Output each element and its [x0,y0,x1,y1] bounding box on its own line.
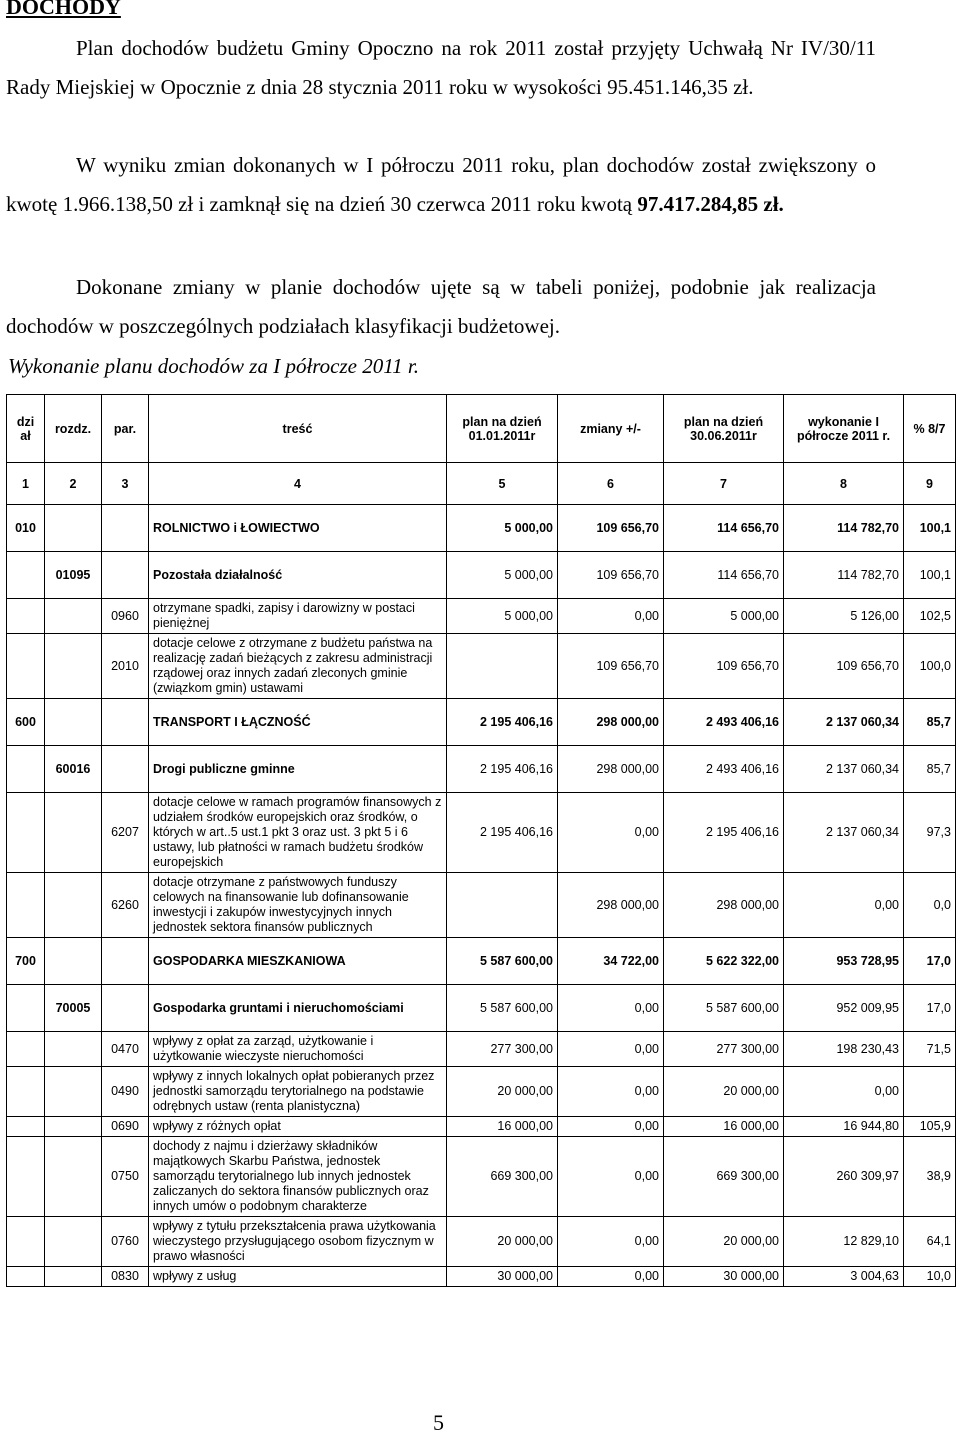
table-body [7,505,956,1287]
cell-rozdz [45,1117,102,1137]
cell-dzial [7,599,45,634]
column-plan2-header: plan na dzień 30.06.2011r [664,395,784,463]
cell-tresc: wpływy z innych lokalnych opłat pobieranych przez jednostki samorządu terytorialnego na podstawie odrębnych ustaw (renta planistyczna) [149,1067,447,1117]
cell-plan2: 20 000,00 [664,1067,784,1117]
cell-proc: 64,1 [904,1217,956,1267]
cell-dzial: 010 [7,505,45,552]
column-plan-header: plan na dzień 01.01.2011r [447,395,558,463]
cell-plan: 16 000,00 [447,1117,558,1137]
cell-plan: 669 300,00 [447,1137,558,1217]
column-number: 7 [664,463,784,505]
paragraph-plan-adoption: Plan dochodów budżetu Gminy Opoczno na rok 2011 został przyjęty Uchwałą Nr IV/30/11 Rady Miejskiej w Opocznie z dnia 28 stycznia 2011 roku w wysokości 95.451.146,35 zł. [6,36,876,99]
column-number: 3 [102,463,149,505]
cell-proc: 105,9 [904,1117,956,1137]
section-title: Wykonanie planu dochodów za I półrocze 2011 r. [8,354,420,378]
table-column-number-row [7,463,956,505]
cell-plan2: 114 656,70 [664,505,784,552]
cell-proc: 102,5 [904,599,956,634]
cell-zmiany: 0,00 [558,985,664,1032]
cell-wyk: 16 944,80 [784,1117,904,1137]
cell-rozdz [45,873,102,938]
cell-plan2: 109 656,70 [664,634,784,699]
paragraph-plan-changes [6,146,876,224]
cell-rozdz [45,1067,102,1117]
cell-plan [447,634,558,699]
cell-plan: 5 587 600,00 [447,938,558,985]
cell-zmiany: 0,00 [558,1217,664,1267]
section-heading: DOCHODY [6,0,121,19]
cell-tresc: ROLNICTWO i ŁOWIECTWO [149,505,447,552]
cell-wyk: 0,00 [784,873,904,938]
column-number: 5 [447,463,558,505]
cell-par [102,938,149,985]
column-number: 2 [45,463,102,505]
cell-plan: 2 195 406,16 [447,746,558,793]
cell-zmiany: 298 000,00 [558,746,664,793]
cell-rozdz [45,1032,102,1067]
cell-plan2: 669 300,00 [664,1137,784,1217]
cell-rozdz [45,634,102,699]
page-number: 5 [433,1410,444,1435]
cell-zmiany: 0,00 [558,599,664,634]
paragraph-table-intro: Dokonane zmiany w planie dochodów ujęte są w tabeli poniżej, podobnie jak realizacja dochodów w poszczególnych podziałach klasyfikacji budżetowej. [6,275,876,338]
table-row-par [7,599,956,634]
cell-rozdz [45,938,102,985]
cell-plan: 5 000,00 [447,505,558,552]
cell-par [102,552,149,599]
cell-wyk: 952 009,95 [784,985,904,1032]
cell-rozdz [45,793,102,873]
cell-par: 0470 [102,1032,149,1067]
cell-wyk: 5 126,00 [784,599,904,634]
cell-plan2: 298 000,00 [664,873,784,938]
cell-zmiany: 298 000,00 [558,699,664,746]
table-row-dzial [7,938,956,985]
table-row-rozd [7,746,956,793]
column-zmiany-header: zmiany +/- [558,395,664,463]
cell-wyk: 198 230,43 [784,1032,904,1067]
table-row-dzial [7,699,956,746]
cell-plan: 2 195 406,16 [447,793,558,873]
cell-proc: 100,1 [904,552,956,599]
cell-plan: 20 000,00 [447,1067,558,1117]
cell-zmiany: 0,00 [558,1137,664,1217]
cell-dzial [7,634,45,699]
cell-wyk: 114 782,70 [784,505,904,552]
cell-plan2: 5 000,00 [664,599,784,634]
cell-zmiany: 0,00 [558,793,664,873]
cell-proc [904,1067,956,1117]
cell-tresc: wpływy z usług [149,1267,447,1287]
cell-par: 6207 [102,793,149,873]
cell-wyk: 3 004,63 [784,1267,904,1287]
cell-proc: 100,1 [904,505,956,552]
cell-wyk: 12 829,10 [784,1217,904,1267]
cell-tresc: Pozostała działalność [149,552,447,599]
cell-dzial [7,552,45,599]
cell-plan: 277 300,00 [447,1032,558,1067]
table-row-par [7,1032,956,1067]
cell-wyk: 114 782,70 [784,552,904,599]
cell-plan [447,873,558,938]
cell-plan: 20 000,00 [447,1217,558,1267]
column-proc-header: % 8/7 [904,395,956,463]
cell-zmiany: 0,00 [558,1032,664,1067]
cell-proc: 10,0 [904,1267,956,1287]
cell-proc: 71,5 [904,1032,956,1067]
column-dzial-header: dzi ał [7,395,45,463]
cell-par [102,746,149,793]
cell-tresc: dotacje celowe w ramach programów finansowych z udziałem środków europejskich oraz środków, o których w art..5 ust.1 pkt 3 oraz ust. 3 pkt 5 i 6 ustawy, lub płatności w ramach budżetu środków europejskich [149,793,447,873]
table-row-par [7,1267,956,1287]
cell-plan2: 114 656,70 [664,552,784,599]
cell-tresc: dotacje otrzymane z państwowych funduszy celowych na finansowanie lub dofinansowanie inwestycji i zakupów inwestycyjnych innych jednostek sektora finansów publicznych [149,873,447,938]
cell-wyk: 953 728,95 [784,938,904,985]
cell-zmiany: 109 656,70 [558,505,664,552]
cell-tresc: TRANSPORT I ŁĄCZNOŚĆ [149,699,447,746]
income-table [6,394,956,1287]
cell-rozdz [45,505,102,552]
cell-zmiany: 0,00 [558,1067,664,1117]
cell-tresc: wpływy z tytułu przekształcenia prawa użytkowania wieczystego przysługującego osobom fizycznym w prawo własności [149,1217,447,1267]
cell-dzial: 700 [7,938,45,985]
cell-dzial [7,793,45,873]
cell-wyk: 2 137 060,34 [784,793,904,873]
cell-dzial [7,873,45,938]
cell-par: 0750 [102,1137,149,1217]
table-row-rozd [7,985,956,1032]
paragraph-plan-total: 97.417.284,85 zł. [637,192,784,216]
cell-tresc: GOSPODARKA MIESZKANIOWA [149,938,447,985]
cell-rozdz: 01095 [45,552,102,599]
column-number: 1 [7,463,45,505]
cell-plan: 5 587 600,00 [447,985,558,1032]
cell-tresc: wpływy z różnych opłat [149,1117,447,1137]
cell-proc: 85,7 [904,699,956,746]
cell-proc: 17,0 [904,938,956,985]
cell-tresc: otrzymane spadki, zapisy i darowizny w postaci pieniężnej [149,599,447,634]
cell-wyk: 0,00 [784,1067,904,1117]
cell-dzial [7,1267,45,1287]
cell-tresc: wpływy z opłat za zarząd, użytkowanie i użytkowanie wieczyste nieruchomości [149,1032,447,1067]
table-row-dzial [7,505,956,552]
cell-plan2: 5 622 322,00 [664,938,784,985]
cell-proc: 100,0 [904,634,956,699]
cell-par [102,699,149,746]
cell-tresc: Gospodarka gruntami i nieruchomościami [149,985,447,1032]
cell-dzial [7,985,45,1032]
cell-par: 6260 [102,873,149,938]
cell-rozdz [45,1137,102,1217]
cell-par: 0830 [102,1267,149,1287]
cell-plan: 2 195 406,16 [447,699,558,746]
cell-par: 2010 [102,634,149,699]
cell-proc: 0,0 [904,873,956,938]
cell-dzial [7,1117,45,1137]
cell-par: 0960 [102,599,149,634]
cell-proc: 85,7 [904,746,956,793]
cell-dzial [7,1217,45,1267]
cell-plan2: 277 300,00 [664,1032,784,1067]
cell-zmiany: 0,00 [558,1117,664,1137]
cell-par: 0690 [102,1117,149,1137]
cell-plan: 30 000,00 [447,1267,558,1287]
cell-tresc: dotacje celowe z otrzymane z budżetu państwa na realizację zadań bieżących z zakresu administracji rządowej oraz innych zadań zleconych gminie (związkom gmin) ustawami [149,634,447,699]
cell-par [102,505,149,552]
table-row-par [7,793,956,873]
cell-wyk: 260 309,97 [784,1137,904,1217]
cell-wyk: 2 137 060,34 [784,699,904,746]
cell-plan2: 30 000,00 [664,1267,784,1287]
column-number: 4 [149,463,447,505]
column-number: 8 [784,463,904,505]
cell-wyk: 109 656,70 [784,634,904,699]
table-row-par [7,1217,956,1267]
cell-plan2: 16 000,00 [664,1117,784,1137]
cell-par: 0490 [102,1067,149,1117]
cell-rozdz [45,599,102,634]
cell-zmiany: 0,00 [558,1267,664,1287]
cell-proc: 97,3 [904,793,956,873]
table-row-par [7,1137,956,1217]
cell-tresc: Drogi publiczne gminne [149,746,447,793]
table-row-par [7,873,956,938]
cell-plan2: 2 195 406,16 [664,793,784,873]
cell-plan2: 2 493 406,16 [664,746,784,793]
cell-zmiany: 109 656,70 [558,552,664,599]
cell-proc: 17,0 [904,985,956,1032]
column-number: 6 [558,463,664,505]
column-rozdz-header: rozdz. [45,395,102,463]
cell-proc: 38,9 [904,1137,956,1217]
column-number: 9 [904,463,956,505]
cell-dzial: 600 [7,699,45,746]
column-wyk-header: wykonanie I półrocze 2011 r. [784,395,904,463]
paragraph-plan-changes-text: W wyniku zmian dokonanych w I półroczu 2011 roku, plan dochodów został zwiększony o kwotę 1.966.138,50 zł i zamknął się na dzień 30 czerwca 2011 roku kwotą [6,153,876,216]
cell-dzial [7,1067,45,1117]
table-row-par [7,634,956,699]
cell-plan2: 20 000,00 [664,1217,784,1267]
cell-dzial [7,746,45,793]
cell-zmiany: 34 722,00 [558,938,664,985]
cell-wyk: 2 137 060,34 [784,746,904,793]
cell-par [102,985,149,1032]
cell-rozdz [45,1267,102,1287]
column-par-header: par. [102,395,149,463]
cell-rozdz [45,1217,102,1267]
cell-zmiany: 109 656,70 [558,634,664,699]
cell-rozdz: 60016 [45,746,102,793]
table-row-par [7,1117,956,1137]
cell-plan2: 2 493 406,16 [664,699,784,746]
table-header-row [7,395,956,463]
table-row-rozd [7,552,956,599]
cell-plan: 5 000,00 [447,552,558,599]
column-tresc-header: treść [149,395,447,463]
cell-dzial [7,1032,45,1067]
cell-dzial [7,1137,45,1217]
cell-tresc: dochody z najmu i dzierżawy składników majątkowych Skarbu Państwa, jednostek samorządu terytorialnego lub innych jednostek zaliczanych do sektora finansów publicznych oraz innych umów o podobnym charakterze [149,1137,447,1217]
cell-zmiany: 298 000,00 [558,873,664,938]
cell-plan2: 5 587 600,00 [664,985,784,1032]
table-row-par [7,1067,956,1117]
cell-rozdz: 70005 [45,985,102,1032]
cell-plan: 5 000,00 [447,599,558,634]
cell-rozdz [45,699,102,746]
cell-par: 0760 [102,1217,149,1267]
